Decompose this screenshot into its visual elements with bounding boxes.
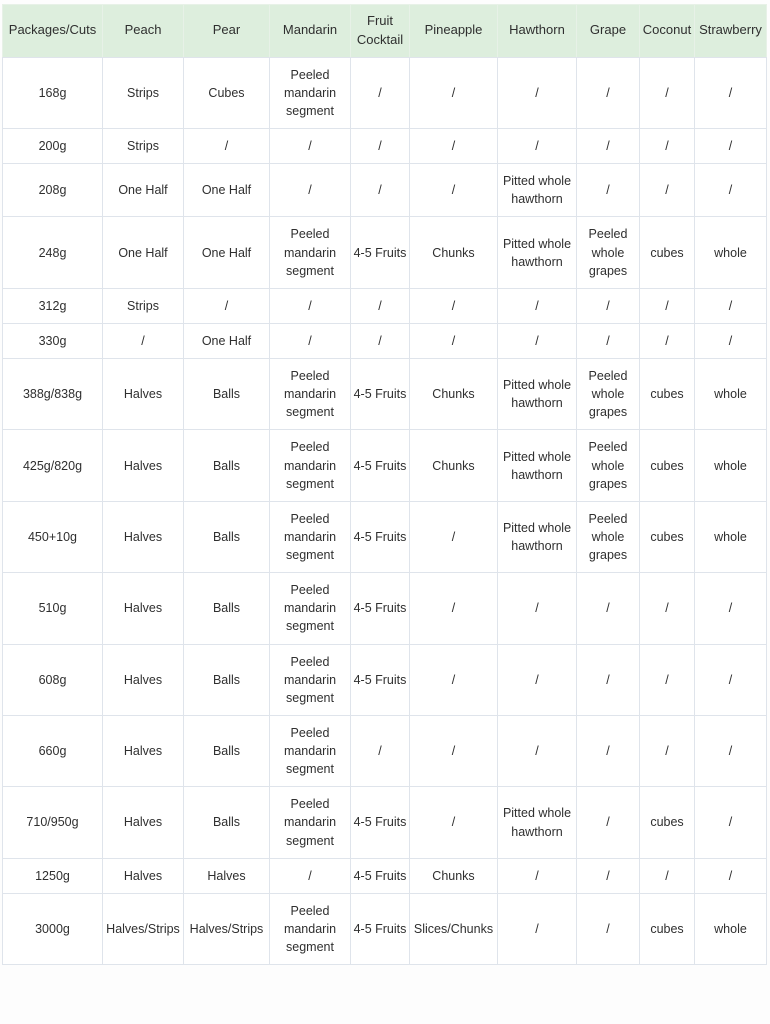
cell-hawthorn: Pitted whole hawthorn bbox=[498, 787, 577, 858]
cell-pineapple: Slices/Chunks bbox=[410, 893, 498, 964]
cell-hawthorn: / bbox=[498, 57, 577, 128]
cell-strawberry: / bbox=[695, 57, 767, 128]
cell-pear: One Half bbox=[184, 323, 270, 358]
cell-strawberry: / bbox=[695, 858, 767, 893]
cell-grape: / bbox=[577, 893, 640, 964]
cell-fruit-cocktail: 4-5 Fruits bbox=[351, 359, 410, 430]
cell-fruit-cocktail: / bbox=[351, 288, 410, 323]
cell-hawthorn: / bbox=[498, 644, 577, 715]
cell-peach: / bbox=[103, 323, 184, 358]
column-header-pineapple: Pineapple bbox=[410, 5, 498, 58]
cell-peach: Halves bbox=[103, 359, 184, 430]
cell-coconut: cubes bbox=[640, 893, 695, 964]
table-row bbox=[3, 57, 767, 128]
cell-pear: / bbox=[184, 288, 270, 323]
cell-peach: One Half bbox=[103, 217, 184, 288]
column-header-grape: Grape bbox=[577, 5, 640, 58]
cell-grape: / bbox=[577, 644, 640, 715]
cell-grape: / bbox=[577, 288, 640, 323]
cell-pineapple: / bbox=[410, 57, 498, 128]
cell-hawthorn: Pitted whole hawthorn bbox=[498, 359, 577, 430]
table-header bbox=[3, 5, 767, 58]
header-row bbox=[3, 5, 767, 58]
cell-mandarin: Peeled mandarin segment bbox=[270, 501, 351, 572]
cell-strawberry: whole bbox=[695, 501, 767, 572]
package-cell: 608g bbox=[3, 644, 103, 715]
cell-strawberry: / bbox=[695, 323, 767, 358]
cell-hawthorn: / bbox=[498, 323, 577, 358]
cell-coconut: / bbox=[640, 129, 695, 164]
cell-fruit-cocktail: 4-5 Fruits bbox=[351, 858, 410, 893]
cell-mandarin: / bbox=[270, 129, 351, 164]
cell-peach: Halves bbox=[103, 501, 184, 572]
cell-mandarin: Peeled mandarin segment bbox=[270, 715, 351, 786]
table-row bbox=[3, 430, 767, 501]
cell-hawthorn: / bbox=[498, 129, 577, 164]
cell-hawthorn: / bbox=[498, 288, 577, 323]
cell-pear: Halves/Strips bbox=[184, 893, 270, 964]
cell-peach: Halves bbox=[103, 644, 184, 715]
cell-fruit-cocktail: / bbox=[351, 129, 410, 164]
cell-peach: Halves bbox=[103, 715, 184, 786]
cell-pear: Balls bbox=[184, 644, 270, 715]
cell-pear: One Half bbox=[184, 164, 270, 217]
cell-coconut: / bbox=[640, 288, 695, 323]
cell-pear: Balls bbox=[184, 787, 270, 858]
cell-mandarin: Peeled mandarin segment bbox=[270, 359, 351, 430]
cell-strawberry: / bbox=[695, 715, 767, 786]
table-row bbox=[3, 858, 767, 893]
cell-coconut: / bbox=[640, 57, 695, 128]
package-cell: 3000g bbox=[3, 893, 103, 964]
cell-coconut: / bbox=[640, 858, 695, 893]
package-cell: 208g bbox=[3, 164, 103, 217]
cell-fruit-cocktail: / bbox=[351, 715, 410, 786]
package-cell: 312g bbox=[3, 288, 103, 323]
table-row bbox=[3, 359, 767, 430]
cell-fruit-cocktail: / bbox=[351, 323, 410, 358]
cell-mandarin: Peeled mandarin segment bbox=[270, 430, 351, 501]
cell-pineapple: / bbox=[410, 573, 498, 644]
cell-pineapple: Chunks bbox=[410, 858, 498, 893]
cell-peach: Halves bbox=[103, 858, 184, 893]
cell-grape: / bbox=[577, 573, 640, 644]
cell-grape: / bbox=[577, 129, 640, 164]
package-cell: 388g/838g bbox=[3, 359, 103, 430]
table-row bbox=[3, 501, 767, 572]
cell-peach: One Half bbox=[103, 164, 184, 217]
cell-hawthorn: / bbox=[498, 858, 577, 893]
table-row bbox=[3, 787, 767, 858]
package-cell: 168g bbox=[3, 57, 103, 128]
cell-mandarin: Peeled mandarin segment bbox=[270, 57, 351, 128]
cell-peach: Halves bbox=[103, 787, 184, 858]
column-header-peach: Peach bbox=[103, 5, 184, 58]
table-row bbox=[3, 573, 767, 644]
cell-pear: Balls bbox=[184, 359, 270, 430]
cell-strawberry: whole bbox=[695, 893, 767, 964]
cell-pear: Balls bbox=[184, 430, 270, 501]
cell-grape: / bbox=[577, 164, 640, 217]
cell-peach: Strips bbox=[103, 129, 184, 164]
table-row bbox=[3, 217, 767, 288]
cell-pineapple: Chunks bbox=[410, 217, 498, 288]
cell-fruit-cocktail: / bbox=[351, 164, 410, 217]
cell-pear: Balls bbox=[184, 573, 270, 644]
cell-hawthorn: Pitted whole hawthorn bbox=[498, 501, 577, 572]
cell-pineapple: / bbox=[410, 129, 498, 164]
cell-pear: Cubes bbox=[184, 57, 270, 128]
package-cell: 1250g bbox=[3, 858, 103, 893]
column-header-pear: Pear bbox=[184, 5, 270, 58]
table-body bbox=[3, 57, 767, 965]
column-header-strawberry: Strawberry bbox=[695, 5, 767, 58]
cell-grape: Peeled whole grapes bbox=[577, 501, 640, 572]
cell-mandarin: Peeled mandarin segment bbox=[270, 787, 351, 858]
cell-fruit-cocktail: 4-5 Fruits bbox=[351, 573, 410, 644]
cell-strawberry: / bbox=[695, 573, 767, 644]
cell-hawthorn: Pitted whole hawthorn bbox=[498, 430, 577, 501]
cell-pineapple: Chunks bbox=[410, 359, 498, 430]
cell-fruit-cocktail: 4-5 Fruits bbox=[351, 217, 410, 288]
cell-grape: / bbox=[577, 57, 640, 128]
column-header-hawthorn: Hawthorn bbox=[498, 5, 577, 58]
cell-hawthorn: / bbox=[498, 715, 577, 786]
package-cell: 330g bbox=[3, 323, 103, 358]
cell-peach: Halves/Strips bbox=[103, 893, 184, 964]
packages-cuts-table bbox=[2, 4, 767, 965]
cell-strawberry: / bbox=[695, 288, 767, 323]
cell-grape: / bbox=[577, 715, 640, 786]
cell-mandarin: Peeled mandarin segment bbox=[270, 217, 351, 288]
cell-hawthorn: Pitted whole hawthorn bbox=[498, 217, 577, 288]
cell-coconut: / bbox=[640, 573, 695, 644]
cell-fruit-cocktail: 4-5 Fruits bbox=[351, 644, 410, 715]
cell-grape: / bbox=[577, 323, 640, 358]
cell-hawthorn: / bbox=[498, 893, 577, 964]
cell-coconut: cubes bbox=[640, 787, 695, 858]
cell-pineapple: / bbox=[410, 644, 498, 715]
cell-strawberry: / bbox=[695, 129, 767, 164]
column-header-fruit-cocktail: Fruit Cocktail bbox=[351, 5, 410, 58]
table-row bbox=[3, 644, 767, 715]
cell-strawberry: whole bbox=[695, 430, 767, 501]
cell-coconut: / bbox=[640, 715, 695, 786]
cell-strawberry: / bbox=[695, 644, 767, 715]
cell-coconut: / bbox=[640, 323, 695, 358]
cell-pineapple: / bbox=[410, 288, 498, 323]
cell-mandarin: / bbox=[270, 858, 351, 893]
cell-strawberry: whole bbox=[695, 217, 767, 288]
cell-coconut: cubes bbox=[640, 430, 695, 501]
cell-coconut: cubes bbox=[640, 501, 695, 572]
column-header-coconut: Coconut bbox=[640, 5, 695, 58]
column-header-packages-cuts: Packages/Cuts bbox=[3, 5, 103, 58]
cell-grape: / bbox=[577, 787, 640, 858]
cell-hawthorn: / bbox=[498, 573, 577, 644]
package-cell: 425g/820g bbox=[3, 430, 103, 501]
table-row bbox=[3, 288, 767, 323]
cell-coconut: / bbox=[640, 164, 695, 217]
table-row bbox=[3, 893, 767, 964]
cell-peach: Strips bbox=[103, 57, 184, 128]
package-cell: 200g bbox=[3, 129, 103, 164]
cell-pineapple: / bbox=[410, 164, 498, 217]
cell-coconut: / bbox=[640, 644, 695, 715]
cell-fruit-cocktail: / bbox=[351, 57, 410, 128]
cell-grape: / bbox=[577, 858, 640, 893]
cell-pear: / bbox=[184, 129, 270, 164]
column-header-mandarin: Mandarin bbox=[270, 5, 351, 58]
package-cell: 710/950g bbox=[3, 787, 103, 858]
cell-grape: Peeled whole grapes bbox=[577, 359, 640, 430]
package-cell: 510g bbox=[3, 573, 103, 644]
cell-pear: One Half bbox=[184, 217, 270, 288]
cell-mandarin: Peeled mandarin segment bbox=[270, 644, 351, 715]
cell-coconut: cubes bbox=[640, 217, 695, 288]
cell-mandarin: / bbox=[270, 288, 351, 323]
cell-strawberry: / bbox=[695, 164, 767, 217]
cell-pear: Balls bbox=[184, 501, 270, 572]
package-cell: 248g bbox=[3, 217, 103, 288]
cell-pineapple: Chunks bbox=[410, 430, 498, 501]
cell-grape: Peeled whole grapes bbox=[577, 217, 640, 288]
cell-mandarin: / bbox=[270, 164, 351, 217]
table-row bbox=[3, 164, 767, 217]
cell-mandarin: Peeled mandarin segment bbox=[270, 573, 351, 644]
cell-fruit-cocktail: 4-5 Fruits bbox=[351, 430, 410, 501]
cell-fruit-cocktail: 4-5 Fruits bbox=[351, 501, 410, 572]
cell-peach: Halves bbox=[103, 573, 184, 644]
cell-pear: Balls bbox=[184, 715, 270, 786]
table-row bbox=[3, 715, 767, 786]
cell-pineapple: / bbox=[410, 787, 498, 858]
cell-pineapple: / bbox=[410, 323, 498, 358]
package-cell: 450+10g bbox=[3, 501, 103, 572]
table-row bbox=[3, 323, 767, 358]
cell-peach: Halves bbox=[103, 430, 184, 501]
cell-hawthorn: Pitted whole hawthorn bbox=[498, 164, 577, 217]
table-row bbox=[3, 129, 767, 164]
cell-mandarin: / bbox=[270, 323, 351, 358]
cell-strawberry: whole bbox=[695, 359, 767, 430]
cell-pear: Halves bbox=[184, 858, 270, 893]
cell-mandarin: Peeled mandarin segment bbox=[270, 893, 351, 964]
package-cell: 660g bbox=[3, 715, 103, 786]
cell-pineapple: / bbox=[410, 501, 498, 572]
cell-strawberry: / bbox=[695, 787, 767, 858]
cell-grape: Peeled whole grapes bbox=[577, 430, 640, 501]
cell-fruit-cocktail: 4-5 Fruits bbox=[351, 893, 410, 964]
cell-fruit-cocktail: 4-5 Fruits bbox=[351, 787, 410, 858]
cell-pineapple: / bbox=[410, 715, 498, 786]
cell-coconut: cubes bbox=[640, 359, 695, 430]
cell-peach: Strips bbox=[103, 288, 184, 323]
